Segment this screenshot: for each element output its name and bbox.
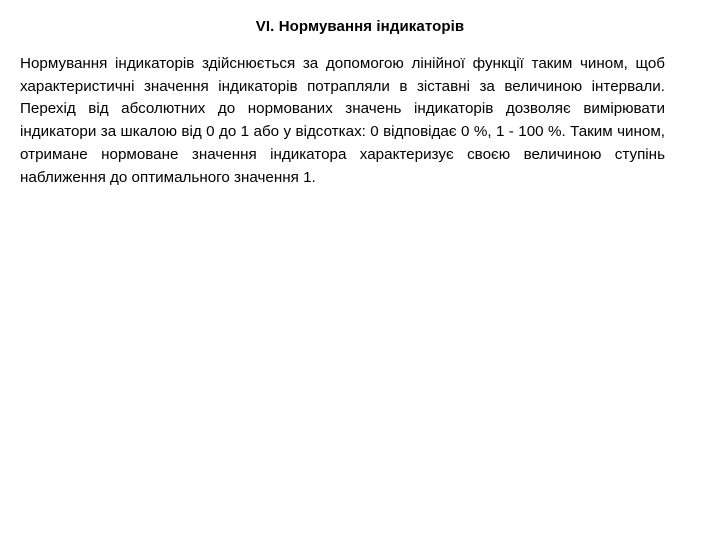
slide-title: VI. Нормування індикаторів	[255, 18, 465, 35]
body-paragraph: Нормування індикаторів здійснюється за допомогою лінійної функції таким чином, щоб характеристичні значення індикаторів потрапляли в зіставні за величиною інтервали. Перехід від абсолютних до нормованих значень індикаторів дозволяє вимірювати індикатори за шкалою від 0 до 1 або у відсотках: 0 відповідає 0 %, 1 - 100 %. Таким чином, отримане нормоване значення індикатора характеризує своєю величиною ступінь наближення до оптимального значення 1.	[20, 55, 665, 186]
